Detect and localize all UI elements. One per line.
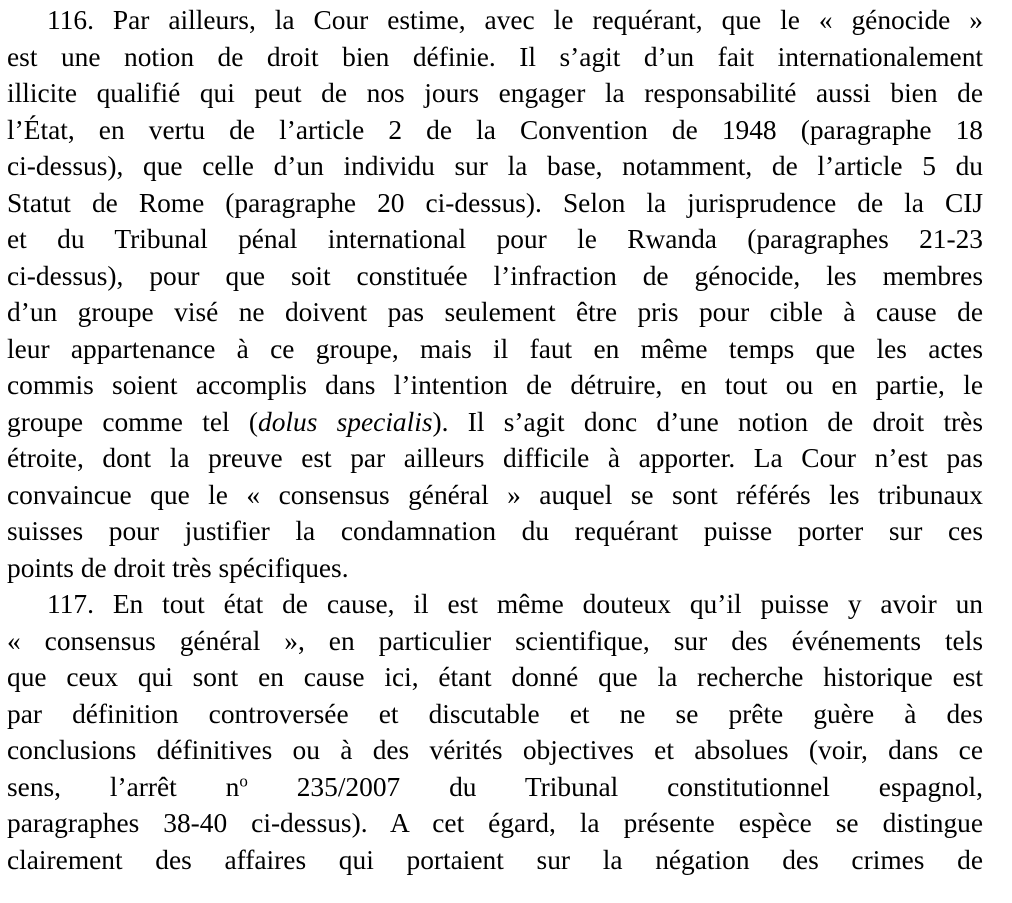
text-line: ci-dessus), pour que soit constituée l’infraction de génocide, les membres: [7, 260, 983, 291]
text-line: [7, 769, 983, 806]
text-line: Statut de Rome (paragraphe 20 ci-dessus). Selon la jurisprudence de la CIJ: [7, 187, 983, 218]
text-line: et du Tribunal pénal international pour le Rwanda (paragraphes 21-23: [7, 224, 983, 254]
text-line: d’un groupe visé ne doivent pas seulement être pris pour cible à cause de: [7, 297, 983, 327]
text-line: par définition controversée et discutable et ne se prête guère à des: [7, 698, 983, 729]
text-run: ). Il s’agit donc d’une notion de droit très: [432, 406, 983, 437]
text-line: 117. En tout état de cause, il est même douteux qu’il puisse y avoir un: [47, 589, 983, 619]
text-line: étroite, dont la preuve est par ailleurs difficile à apporter. La Cour n’est pas: [7, 443, 983, 473]
text-line: que ceux qui sont en cause ici, étant donné que la recherche historique est: [7, 662, 983, 692]
text-line: points de droit très spécifiques.: [7, 552, 349, 583]
text-line: illicite qualifié qui peut de nos jours engager la responsabilité aussi bien de: [7, 78, 983, 108]
text-run: sens, l’arrêt n: [7, 771, 240, 802]
text-run: 235/2007 du Tribunal constitutionnel espagnol,: [247, 771, 983, 802]
text-line: conclusions définitives ou à des vérités objectives et absolues (voir, dans ce: [7, 735, 983, 765]
text-line: l’État, en vertu de l’article 2 de la Convention de 1948 (paragraphe 18: [7, 114, 983, 145]
text-line: ci-dessus), que celle d’un individu sur la base, notamment, de l’article 5 du: [7, 151, 983, 181]
text-line: 116. Par ailleurs, la Cour estime, avec le requérant, que le « génocide »: [47, 5, 983, 35]
text-line: convaincue que le « consensus général » auquel se sont référés les tribunaux: [7, 479, 983, 510]
text-line: suisses pour justifier la condamnation du requérant puisse porter sur ces: [7, 516, 983, 546]
text-line: leur appartenance à ce groupe, mais il faut en même temps que les actes: [7, 333, 983, 364]
italic-term: dolus specialis: [258, 406, 433, 437]
text-line: paragraphes 38-40 ci-dessus). A cet égard, la présente espèce se distingue: [7, 808, 983, 838]
text-line: est une notion de droit bien définie. Il s’agit d’un fait internationalement: [7, 41, 983, 72]
text-run: groupe comme tel (: [7, 406, 259, 437]
text-line: [7, 404, 983, 441]
text-line: « consensus général », en particulier scientifique, sur des événements tels: [7, 625, 983, 656]
superscript: o: [239, 771, 248, 791]
text-line: commis soient accomplis dans l’intention de détruire, en tout ou en partie, le: [7, 370, 983, 400]
text-line: clairement des affaires qui portaient sur la négation des crimes de: [7, 844, 983, 875]
